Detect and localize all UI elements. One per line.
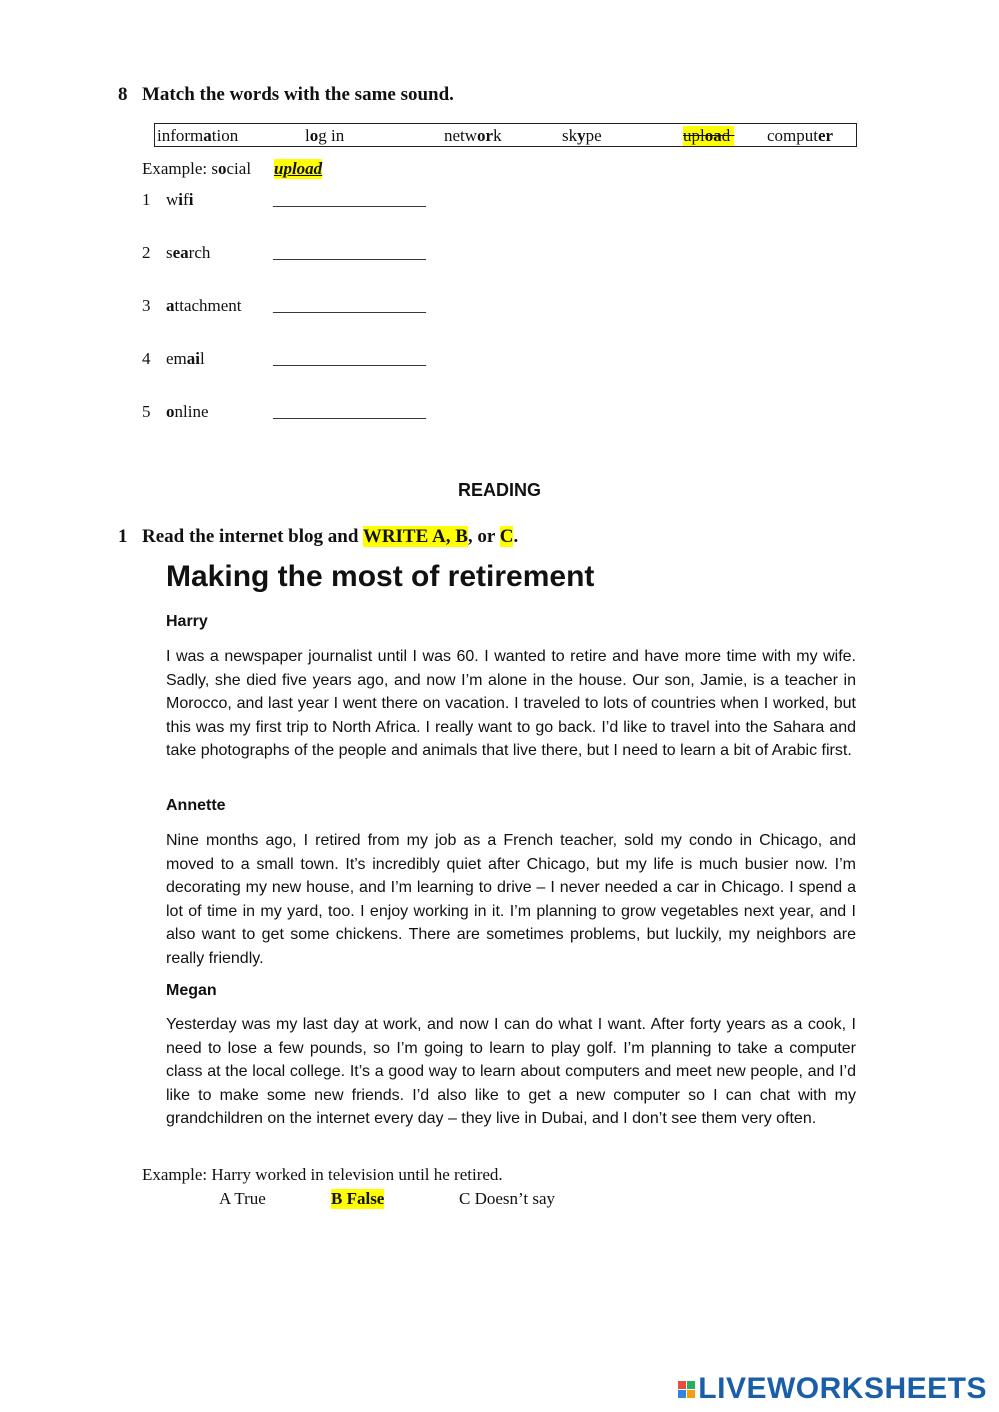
blog-paragraph: Yesterday was my last day at work, and now I can do what I want. After forty years as a cook, I need to lose a few pounds, so I’m going to learn to play golf. I’m planning to take a computer class at the local college. It’s a good way to learn about computers and meet new people, and I’d like to make some new friends. I’d also like to get a new computer so I can chat with my grandchildren on the internet every day – they live in Dubai, and I don’t see them very often. [166, 1016, 856, 1127]
list-item: 3 attachment [142, 296, 242, 315]
exercise-8-title [118, 84, 454, 106]
blog-paragraph: Nine months ago, I retired from my job as a French teacher, sold my condo in Chicago, and moved to a small town. It’s incredibly quiet after Chicago, but my life is much busier now. I’m decorating my new house, and I’m learning to drive – I never needed a car in Chicago. I spend a lot of time in my yard, too. I enjoy working in it. I’m planning to grow vegetables next year, and I also want to get some chickens. There are sometimes problems, but luckily, my neighbors are really friendly. [166, 832, 856, 967]
answer-blank[interactable]: __________________ [273, 296, 426, 315]
list-item: 1 wifi [142, 190, 194, 209]
logo-icon [678, 1381, 695, 1398]
word-box-item: information [157, 126, 239, 145]
list-item: 5 online [142, 402, 209, 421]
reading-example: Example: Harry worked in television until he retired. [142, 1165, 503, 1184]
highlight-c: C [499, 526, 514, 547]
list-item: 2 search [142, 243, 211, 262]
word-box-item: computer [767, 126, 834, 145]
exercise-number: 8 [118, 84, 128, 105]
answer-blank[interactable]: __________________ [273, 190, 426, 209]
blog-paragraph: I was a newspaper journalist until I was 60. I wanted to retire and have more time with my wife. Sadly, she died five years ago, and now I’m alone in the house. Our son, Jamie, is a teacher in Morocco, and last year I went there on vacation. I traveled to lots of countries when I worked, but this was my first trip to North Africa. I really want to go back. I’d like to travel into the Sahara and take photographs of the people and animals that live there, but I need to learn a bit of Arabic first. [166, 648, 856, 759]
word-box-item-used: upload [683, 126, 735, 145]
exercise-instruction: Match the words with the same sound. [142, 84, 454, 105]
word-box-item: network [444, 126, 502, 145]
blog-title: Making the most of retirement [166, 560, 595, 593]
blog-author: Annette [166, 797, 226, 814]
word-box-item: log in [305, 126, 345, 145]
option-b-selected[interactable]: B False [331, 1189, 385, 1208]
example-answer: upload [274, 159, 323, 178]
example-line: Example: social [142, 159, 252, 178]
reading-question-title: 1 Read the internet blog and WRITE A, B, or C. [118, 526, 519, 547]
blog-author: Harry [166, 613, 208, 630]
section-heading: READING [457, 480, 541, 500]
logo-text: LIVEWORKSHEETS [698, 1372, 987, 1405]
liveworksheets-logo [678, 1372, 987, 1406]
blog-author: Megan [166, 982, 217, 999]
list-item: 4 email [142, 349, 205, 368]
answer-blank[interactable]: __________________ [273, 349, 426, 368]
highlight-write-ab: WRITE A, B [362, 526, 468, 547]
word-box-item: skype [562, 126, 602, 145]
word-box [154, 123, 857, 147]
option-c[interactable]: C Doesn’t say [459, 1189, 556, 1208]
answer-blank[interactable]: __________________ [273, 243, 426, 262]
answer-blank[interactable]: __________________ [273, 402, 426, 421]
option-a[interactable]: A True [219, 1189, 266, 1208]
